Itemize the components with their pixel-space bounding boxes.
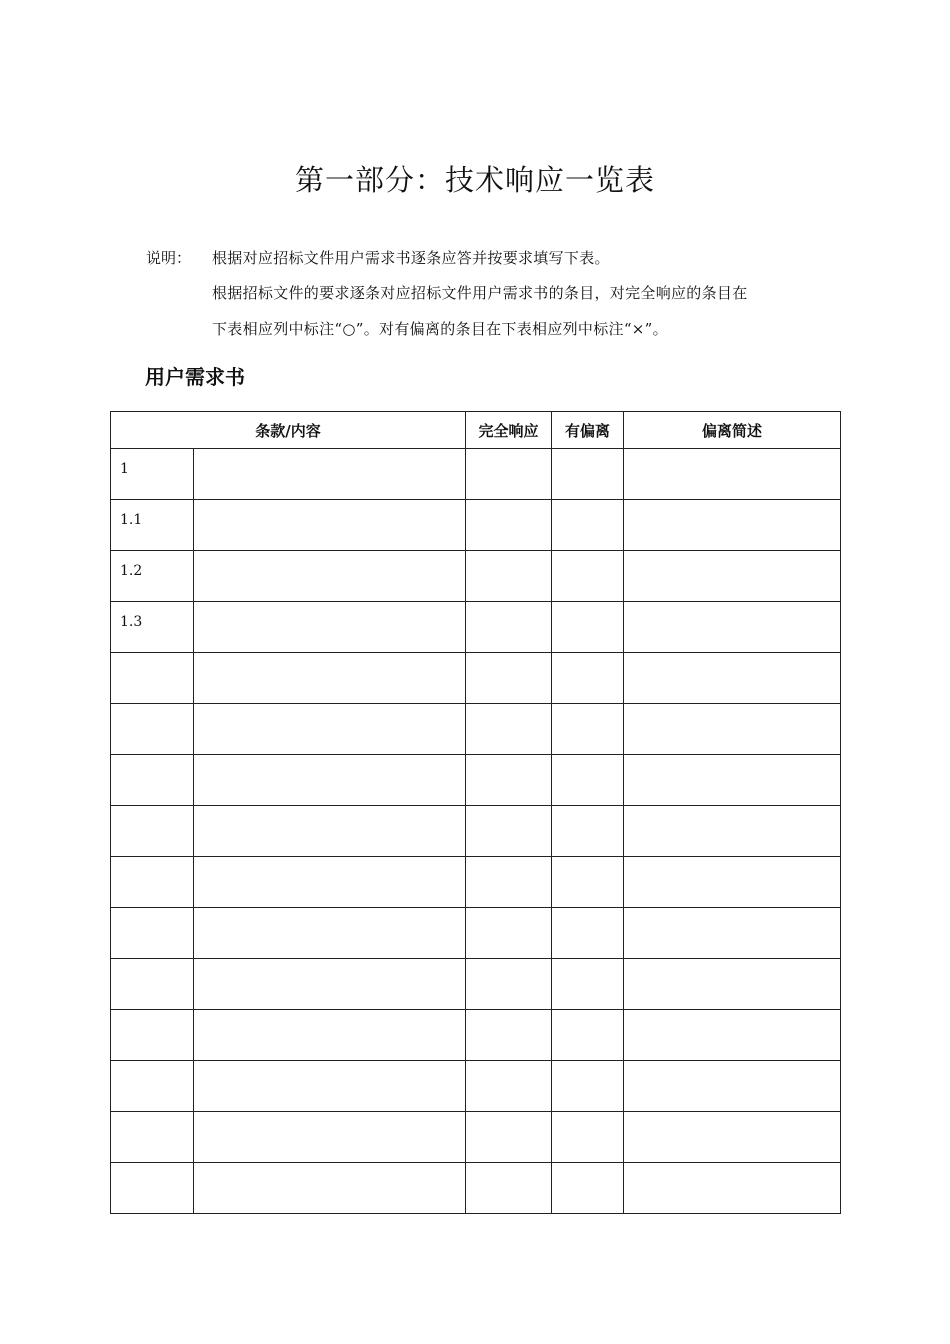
full-response-cell[interactable] [466, 806, 552, 857]
row-number-cell [111, 959, 194, 1010]
header-deviation: 有偏离 [552, 412, 624, 449]
row-number-cell [111, 653, 194, 704]
content-cell[interactable] [194, 755, 466, 806]
row-number-cell [111, 755, 194, 806]
table-row [111, 1010, 841, 1061]
table-row [111, 500, 841, 551]
full-response-cell[interactable] [466, 857, 552, 908]
deviation-description-cell[interactable] [624, 1163, 841, 1214]
deviation-description-cell[interactable] [624, 704, 841, 755]
content-cell[interactable] [194, 449, 466, 500]
deviation-cell[interactable] [552, 1112, 624, 1163]
full-response-cell[interactable] [466, 1061, 552, 1112]
content-cell[interactable] [194, 500, 466, 551]
content-cell[interactable] [194, 857, 466, 908]
deviation-cell[interactable] [552, 1061, 624, 1112]
table-row [111, 551, 841, 602]
deviation-description-cell[interactable] [624, 551, 841, 602]
deviation-description-cell[interactable] [624, 755, 841, 806]
table-header-row [111, 412, 841, 449]
full-response-cell[interactable] [466, 755, 552, 806]
full-response-cell[interactable] [466, 1112, 552, 1163]
full-response-cell[interactable] [466, 1163, 552, 1214]
section-title: 用户需求书 [145, 365, 245, 389]
full-response-cell[interactable] [466, 704, 552, 755]
table-row [111, 806, 841, 857]
content-cell[interactable] [194, 1010, 466, 1061]
note-line-1: 根据对应招标文件用户需求书逐条应答并按要求填写下表。 [212, 249, 610, 267]
content-cell[interactable] [194, 602, 466, 653]
content-cell[interactable] [194, 908, 466, 959]
deviation-description-cell[interactable] [624, 806, 841, 857]
deviation-description-cell[interactable] [624, 1061, 841, 1112]
full-response-cell[interactable] [466, 551, 552, 602]
deviation-description-cell[interactable] [624, 908, 841, 959]
table-row [111, 959, 841, 1010]
deviation-description-cell[interactable] [624, 1010, 841, 1061]
deviation-cell[interactable] [552, 806, 624, 857]
deviation-cell[interactable] [552, 653, 624, 704]
row-number-cell [111, 704, 194, 755]
table-row [111, 857, 841, 908]
table-row [111, 449, 841, 500]
row-number-cell: 1.1 [111, 500, 194, 551]
header-full-response: 完全响应 [466, 412, 552, 449]
document-title: 第一部分：技术响应一览表 [294, 163, 655, 197]
full-response-cell[interactable] [466, 908, 552, 959]
table-row [111, 602, 841, 653]
deviation-cell[interactable] [552, 1010, 624, 1061]
row-number-cell [111, 857, 194, 908]
header-deviation-description: 偏离简述 [624, 412, 841, 449]
deviation-description-cell[interactable] [624, 602, 841, 653]
row-number-cell [111, 1163, 194, 1214]
content-cell[interactable] [194, 1061, 466, 1112]
table-row [111, 908, 841, 959]
deviation-cell[interactable] [552, 1163, 624, 1214]
full-response-cell[interactable] [466, 1010, 552, 1061]
content-cell[interactable] [194, 1112, 466, 1163]
deviation-cell[interactable] [552, 449, 624, 500]
deviation-cell[interactable] [552, 857, 624, 908]
content-cell[interactable] [194, 653, 466, 704]
row-number-cell [111, 908, 194, 959]
full-response-cell[interactable] [466, 959, 552, 1010]
full-response-cell[interactable] [466, 653, 552, 704]
header-clause-content: 条款/内容 [111, 412, 466, 449]
full-response-cell[interactable] [466, 602, 552, 653]
deviation-cell[interactable] [552, 704, 624, 755]
row-number-cell [111, 806, 194, 857]
deviation-description-cell[interactable] [624, 653, 841, 704]
table-row [111, 755, 841, 806]
deviation-cell[interactable] [552, 500, 624, 551]
deviation-description-cell[interactable] [624, 449, 841, 500]
table-row [111, 653, 841, 704]
content-cell[interactable] [194, 1163, 466, 1214]
row-number-cell [111, 1061, 194, 1112]
deviation-cell[interactable] [552, 602, 624, 653]
content-cell[interactable] [194, 704, 466, 755]
deviation-cell[interactable] [552, 755, 624, 806]
note-line-3: 下表相应列中标注“○”。对有偏离的条目在下表相应列中标注“×”。 [212, 320, 668, 338]
table-row [111, 1163, 841, 1214]
content-cell[interactable] [194, 551, 466, 602]
note-line-2: 根据招标文件的要求逐条对应招标文件用户需求书的条目，对完全响应的条目在 [212, 284, 748, 302]
row-number-cell: 1.3 [111, 602, 194, 653]
table-row [111, 1112, 841, 1163]
table-row [111, 704, 841, 755]
deviation-description-cell[interactable] [624, 959, 841, 1010]
deviation-description-cell[interactable] [624, 857, 841, 908]
content-cell[interactable] [194, 959, 466, 1010]
content-cell[interactable] [194, 806, 466, 857]
table-row [111, 1061, 841, 1112]
row-number-cell: 1.2 [111, 551, 194, 602]
deviation-cell[interactable] [552, 551, 624, 602]
deviation-description-cell[interactable] [624, 1112, 841, 1163]
table-body [111, 449, 841, 1214]
full-response-cell[interactable] [466, 449, 552, 500]
deviation-description-cell[interactable] [624, 500, 841, 551]
note-label: 说明： [146, 249, 192, 267]
deviation-cell[interactable] [552, 908, 624, 959]
row-number-cell [111, 1010, 194, 1061]
row-number-cell [111, 1112, 194, 1163]
deviation-cell[interactable] [552, 959, 624, 1010]
requirements-table [110, 411, 841, 1214]
full-response-cell[interactable] [466, 500, 552, 551]
row-number-cell: 1 [111, 449, 194, 500]
